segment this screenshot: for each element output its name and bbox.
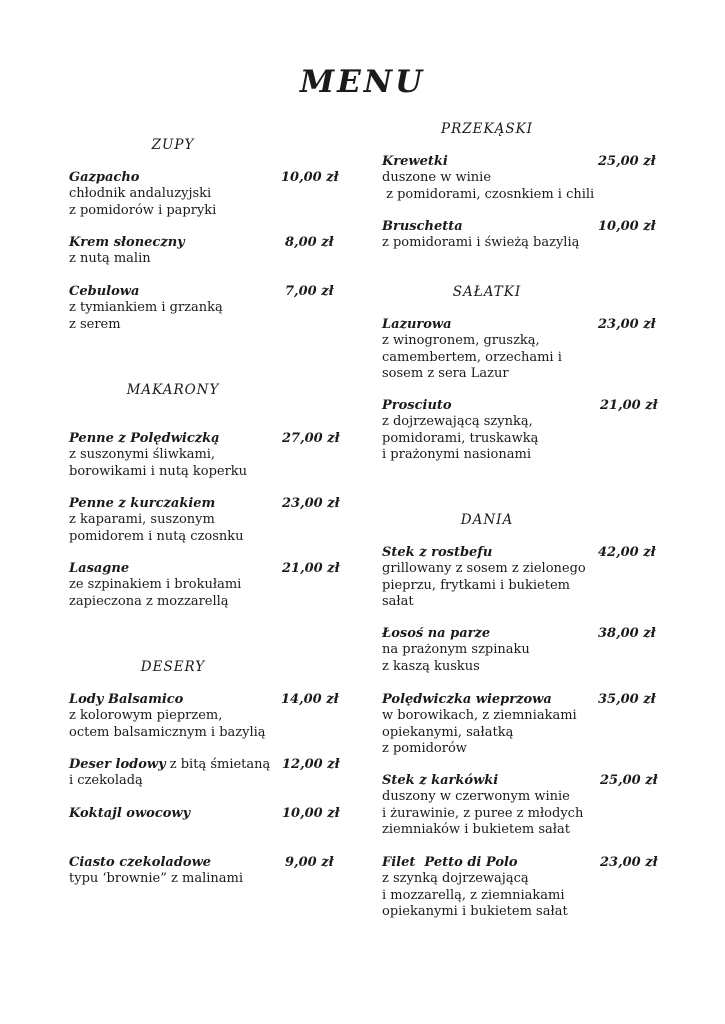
menu-title: MENU — [299, 64, 426, 100]
menu-item — [69, 235, 279, 268]
item-price: 27,00 zł — [282, 431, 340, 446]
item-desc: z serem — [69, 316, 121, 332]
item-desc: pomidorem i nutą czosnku — [69, 528, 244, 544]
item-desc: typu ‘brownie” z malinami — [69, 871, 244, 887]
item-name: Łosoś na parze — [382, 626, 491, 641]
menu-item — [382, 154, 602, 203]
section-heading-desery: DESERY — [140, 659, 206, 675]
item-price: 10,00 zł — [282, 806, 340, 821]
item-desc: chłodnik andaluzyjski — [69, 186, 212, 202]
item-desc: borowikami i nutą koperku — [69, 463, 248, 479]
item-price: 42,00 zł — [598, 545, 656, 560]
item-name: Bruschetta — [382, 219, 463, 234]
item-name: Koktajl owocowy — [69, 806, 191, 821]
item-name: Stek z rostbefu — [382, 545, 493, 560]
item-desc: zapieczona z mozzarellą — [69, 593, 229, 609]
item-name: Prosciuto — [382, 398, 452, 413]
item-price: 25,00 zł — [598, 154, 656, 169]
item-desc: sosem z sera Lazur — [382, 365, 509, 381]
item-price: 35,00 zł — [598, 692, 656, 707]
item-desc: z pomidorami, czosnkiem i chili — [382, 186, 595, 202]
item-desc: sałat — [382, 593, 414, 609]
item-desc: z dojrzewającą szynką, — [382, 414, 533, 430]
section-heading-dania: DANIA — [460, 512, 514, 528]
item-desc: z pomidorów i papryki — [69, 202, 217, 218]
menu-item — [69, 757, 279, 790]
item-price: 38,00 zł — [598, 626, 656, 641]
item-price: 23,00 zł — [282, 496, 340, 511]
item-desc: z szynką dojrzewającą — [382, 871, 529, 887]
item-desc: z nutą malin — [69, 251, 151, 267]
item-desc: i czekoladą — [69, 773, 143, 789]
section-heading-makarony: MAKARONY — [126, 382, 220, 398]
item-name: Stek z karkówki — [382, 773, 499, 788]
item-price: 9,00 zł — [285, 855, 334, 870]
menu-item — [382, 398, 602, 463]
item-desc: z pomidorami i świeżą bazylią — [382, 235, 580, 251]
item-desc: na prażonym szpinaku — [382, 642, 530, 658]
item-price: 23,00 zł — [600, 855, 658, 870]
menu-item — [382, 692, 602, 757]
item-price: 23,00 zł — [598, 317, 656, 332]
item-price: 7,00 zł — [285, 284, 334, 299]
item-price: 25,00 zł — [600, 773, 658, 788]
item-desc: opiekanymi i bukietem sałat — [382, 903, 568, 919]
menu-item — [382, 219, 602, 252]
item-desc: pomidorami, truskawką — [382, 430, 539, 446]
item-name: Filet Petto di Polo — [382, 855, 518, 870]
item-desc: z bitą śmietaną — [165, 757, 271, 772]
item-name: Penne z kurczakiem — [69, 496, 216, 511]
item-desc: i żurawinie, z puree z młodych — [382, 805, 584, 821]
item-desc: z pomidorów — [382, 740, 467, 756]
item-price: 21,00 zł — [282, 561, 340, 576]
menu-item — [69, 431, 279, 480]
item-price: 14,00 zł — [281, 692, 339, 707]
item-desc: duszony w czerwonym winie — [382, 789, 570, 805]
menu-item — [69, 806, 279, 822]
item-desc: z kolorowym pieprzem, — [69, 708, 223, 724]
item-price: 21,00 zł — [600, 398, 658, 413]
item-desc: i mozzarellą, z ziemniakami — [382, 887, 565, 903]
item-desc: pieprzu, frytkami i bukietem — [382, 577, 570, 593]
menu-item — [382, 317, 602, 382]
section-heading-zupy: ZUPY — [151, 137, 195, 153]
item-desc: w borowikach, z ziemniakami — [382, 708, 577, 724]
item-price: 10,00 zł — [281, 170, 339, 185]
menu-item — [69, 496, 279, 545]
item-price: 8,00 zł — [285, 235, 334, 250]
item-desc: octem balsamicznym i bazylią — [69, 724, 266, 740]
item-name: Polędwiczka wieprzowa — [382, 692, 552, 707]
menu-item — [69, 561, 279, 610]
item-name: Ciasto czekoladowe — [69, 855, 212, 870]
item-name: Krewetki — [382, 154, 448, 169]
item-desc: ze szpinakiem i brokułami — [69, 577, 242, 593]
item-name: Cebulowa — [69, 284, 140, 299]
section-heading-przekaski: PRZEKĄSKI — [441, 121, 533, 137]
item-price: 12,00 zł — [282, 757, 340, 772]
item-desc: grillowany z sosem z zielonego — [382, 561, 586, 577]
item-desc: z kaszą kuskus — [382, 658, 480, 674]
item-desc: z suszonymi śliwkami, — [69, 447, 216, 463]
menu-item — [69, 170, 279, 219]
item-name: Gazpacho — [69, 170, 140, 185]
item-name: Deser lodowy — [69, 757, 166, 772]
item-desc: opiekanymi, sałatką — [382, 724, 514, 740]
item-name: Lody Balsamico — [69, 692, 184, 707]
item-name: Krem słoneczny — [69, 235, 185, 250]
item-desc: ziemniaków i bukietem sałat — [382, 821, 570, 837]
item-desc: z kaparami, suszonym — [69, 512, 215, 528]
menu-item — [382, 545, 602, 610]
item-price: 10,00 zł — [598, 219, 656, 234]
item-name: Lasagne — [69, 561, 130, 576]
item-desc: z tymiankiem i grzanką — [69, 300, 223, 316]
item-desc: z winogronem, gruszką, — [382, 333, 540, 349]
menu-item — [69, 284, 279, 333]
item-name: Lazurowa — [382, 317, 452, 332]
menu-item — [382, 773, 602, 838]
item-desc: duszone w winie — [382, 170, 492, 186]
menu-item — [69, 855, 279, 888]
section-heading-salatki: SAŁATKI — [452, 284, 522, 300]
item-desc: camembertem, orzechami i — [382, 349, 562, 365]
item-desc: i prażonymi nasionami — [382, 446, 531, 462]
menu-item — [69, 692, 279, 741]
item-name: Penne z Polędwiczką — [69, 431, 220, 446]
menu-item — [382, 626, 602, 675]
menu-item — [382, 855, 602, 920]
